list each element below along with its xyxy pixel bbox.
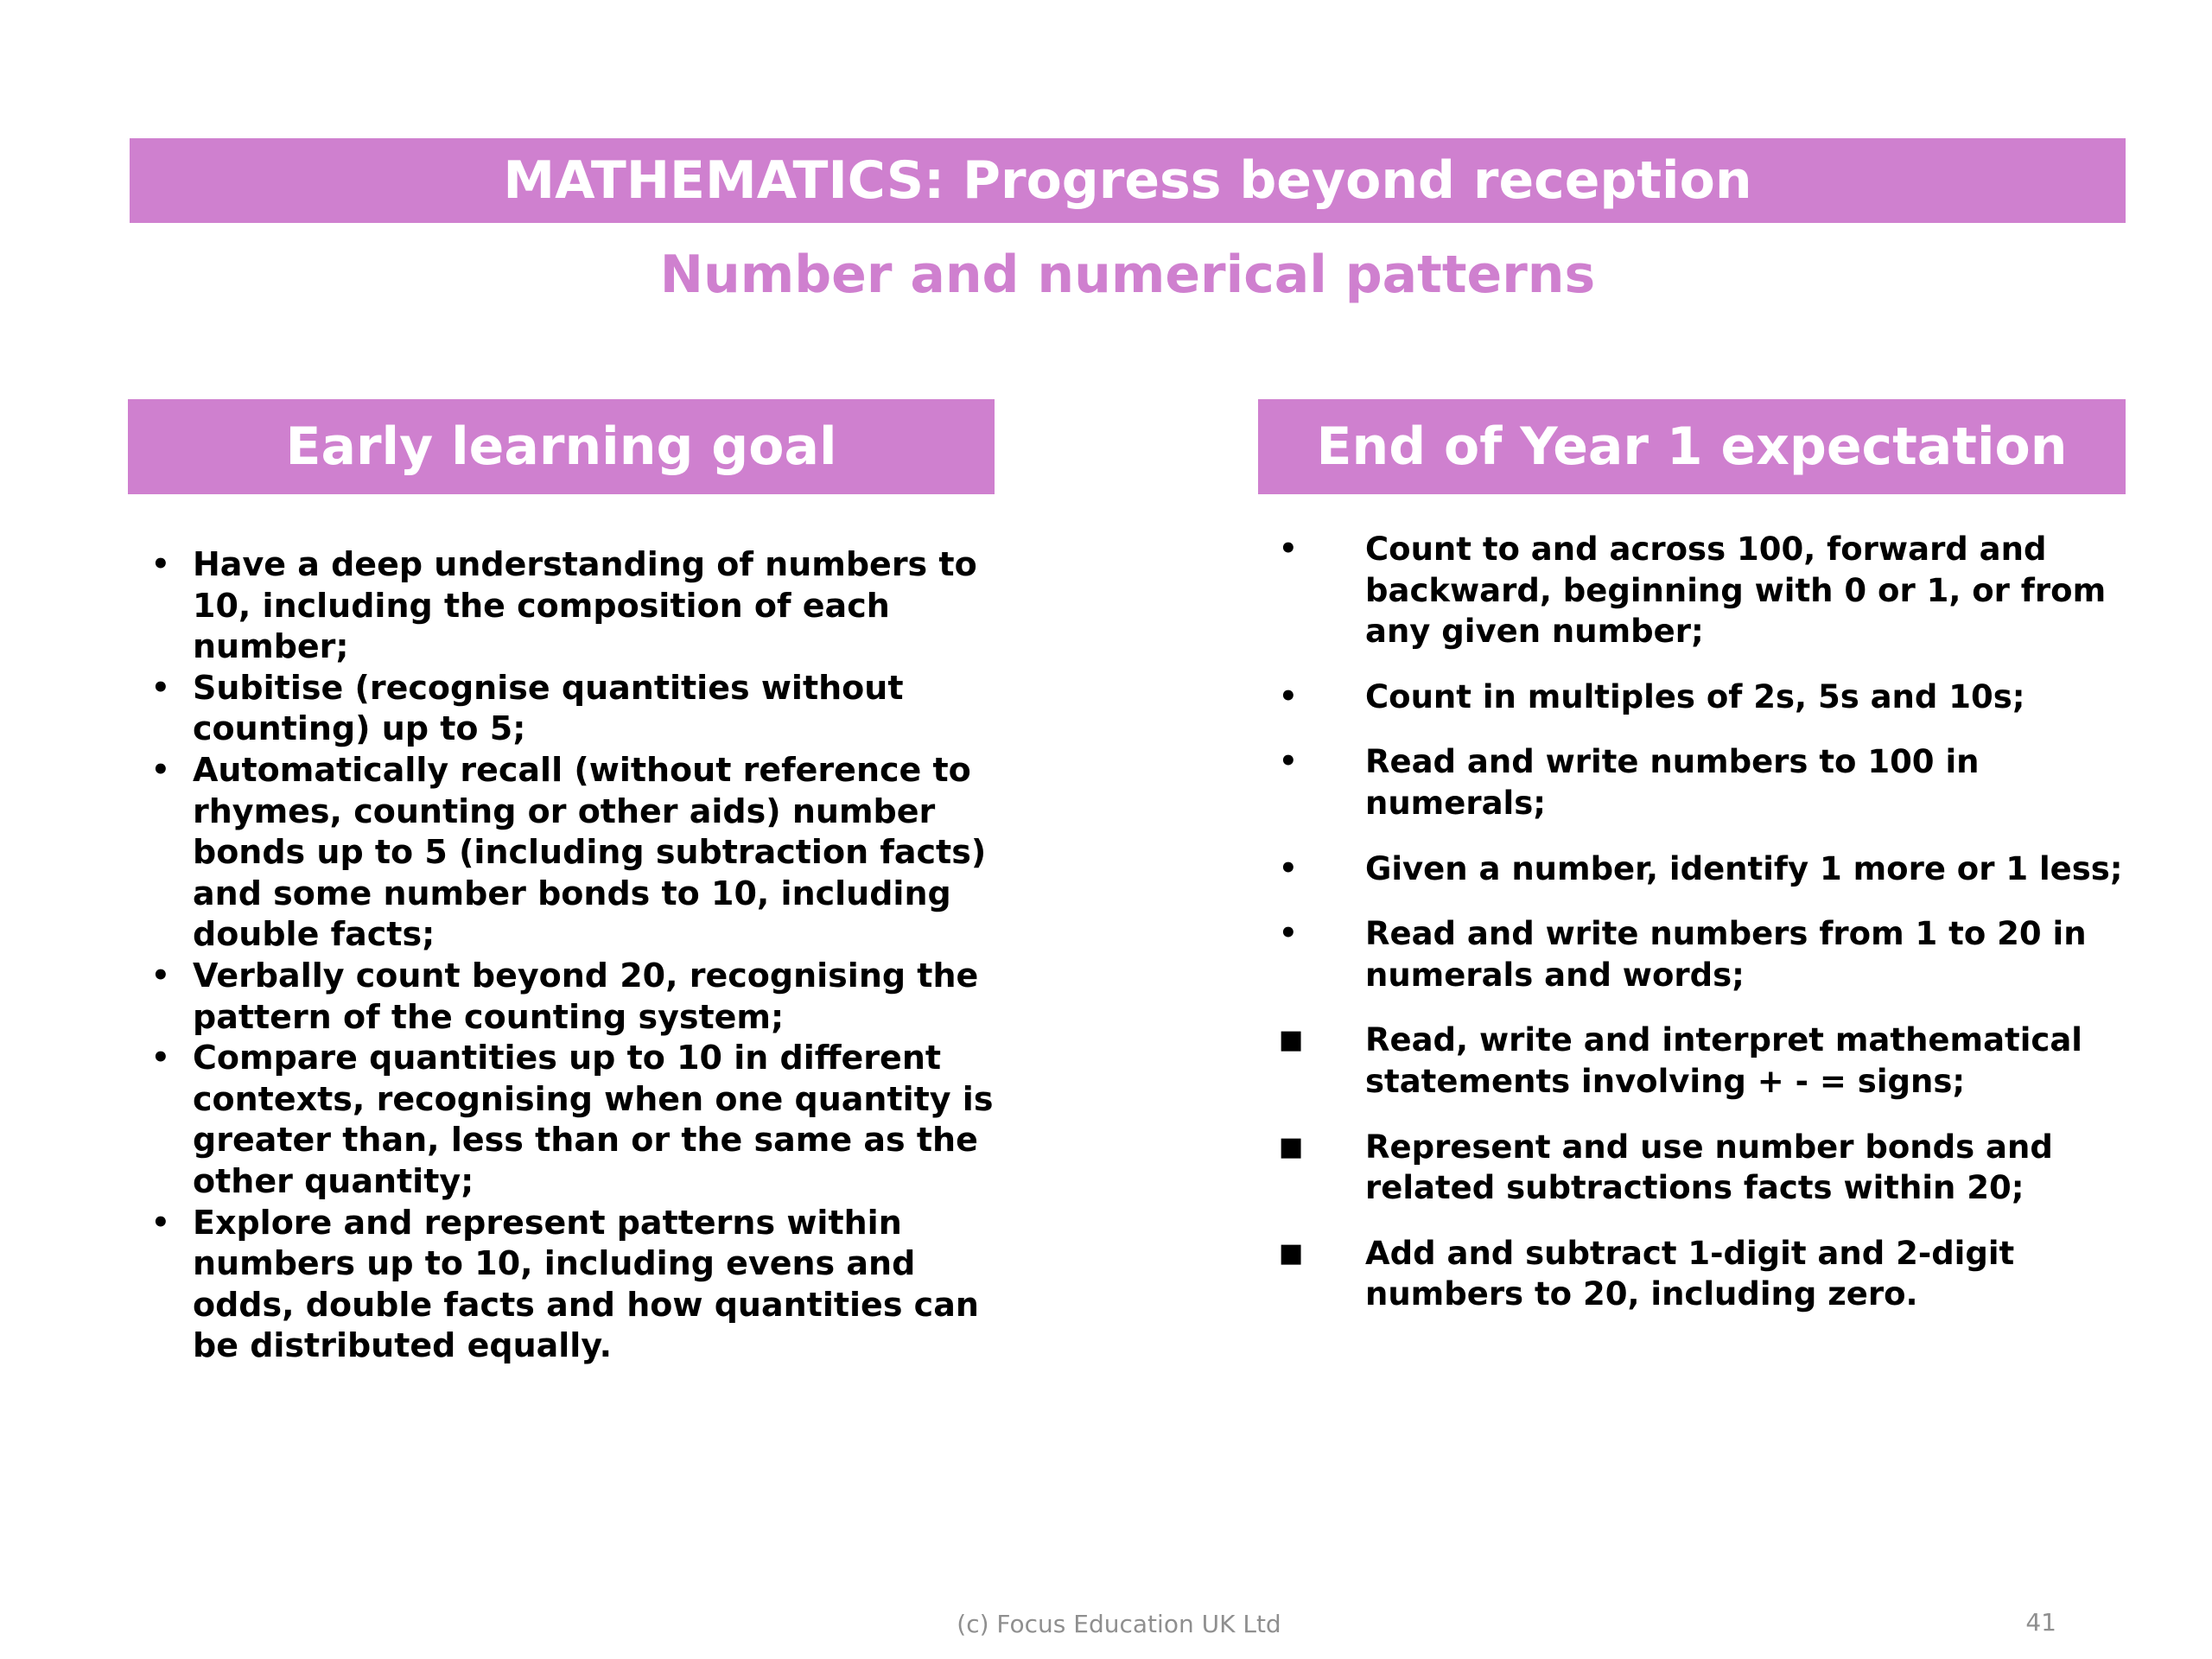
bullet-icon: • xyxy=(1279,916,1298,951)
bullet-icon: • xyxy=(151,547,170,582)
list-item: • Subitise (recognise quantities without counting) up to 5; xyxy=(151,668,904,748)
early-learning-goal-list xyxy=(143,544,1007,1367)
bullet-icon: • xyxy=(151,670,170,705)
list-item: ■ Read, write and interpret mathematical statements involving + - = signs; xyxy=(1279,1021,2082,1100)
page-subtitle: Number and numerical patterns xyxy=(659,245,1596,305)
list-item: • Count in multiples of 2s, 5s and 10s; xyxy=(1270,677,2134,718)
list-item: • Read and write numbers to 100 in numerals; xyxy=(1279,743,1980,822)
bullet-icon: • xyxy=(1279,678,1298,714)
bullet-icon: • xyxy=(151,1040,170,1076)
year1-expectation-title: End of Year 1 expectation xyxy=(1316,416,2068,477)
list-item: • Automatically recall (without reference to rhymes, counting or other aids) number bonds up to 5 (including subtraction facts) and some number bonds to 10, including double facts; xyxy=(151,750,987,954)
copyright-text: (c) Focus Education UK Ltd xyxy=(957,1610,1281,1638)
square-bullet-icon: ■ xyxy=(1279,1131,1304,1162)
bullet-icon: • xyxy=(151,1205,170,1240)
list-item: • Read and write numbers from 1 to 20 in numerals and words; xyxy=(1279,915,2087,994)
list-item: ■ Add and subtract 1-digit and 2-digit numbers to 20, including zero. xyxy=(1279,1234,2015,1313)
list-item: • Have a deep understanding of numbers to 10, including the composition of each number; xyxy=(151,545,977,666)
bullet-icon: • xyxy=(151,957,170,993)
year1-expectation-header xyxy=(1258,399,2126,494)
title-banner xyxy=(130,138,2126,223)
page-title: MATHEMATICS: Progress beyond reception xyxy=(503,150,1752,211)
list-item: • Compare quantities up to 10 in different contexts, recognising when one quantity is greater than, less than or the same as the other quantity; xyxy=(151,1039,994,1200)
bullet-icon: • xyxy=(1279,744,1298,779)
list-item: • Count to and across 100, forward and backward, beginning with 0 or 1, or from any given number; xyxy=(1279,531,2107,651)
bullet-icon: • xyxy=(1279,531,1298,566)
early-learning-goal-title: Early learning goal xyxy=(285,416,837,477)
list-item: • Explore and represent patterns within numbers up to 10, including evens and odds, double facts and how quantities can be distributed equally. xyxy=(151,1203,979,1365)
list-item: ■ Represent and use number bonds and related subtractions facts within 20; xyxy=(1279,1128,2053,1207)
early-learning-goal-header xyxy=(128,399,995,494)
list-item: • Verbally count beyond 20, recognising the pattern of the counting system; xyxy=(151,956,979,1036)
square-bullet-icon: ■ xyxy=(1279,1237,1304,1268)
list-item: • Given a number, identify 1 more or 1 less; xyxy=(1270,849,2134,890)
copyright-footer xyxy=(0,1609,2212,1640)
bullet-icon: • xyxy=(1279,850,1298,886)
bullet-icon: • xyxy=(151,752,170,787)
year1-expectation-list xyxy=(1270,529,2134,1339)
square-bullet-icon: ■ xyxy=(1279,1025,1304,1056)
page-number: 41 xyxy=(2025,1608,2056,1637)
